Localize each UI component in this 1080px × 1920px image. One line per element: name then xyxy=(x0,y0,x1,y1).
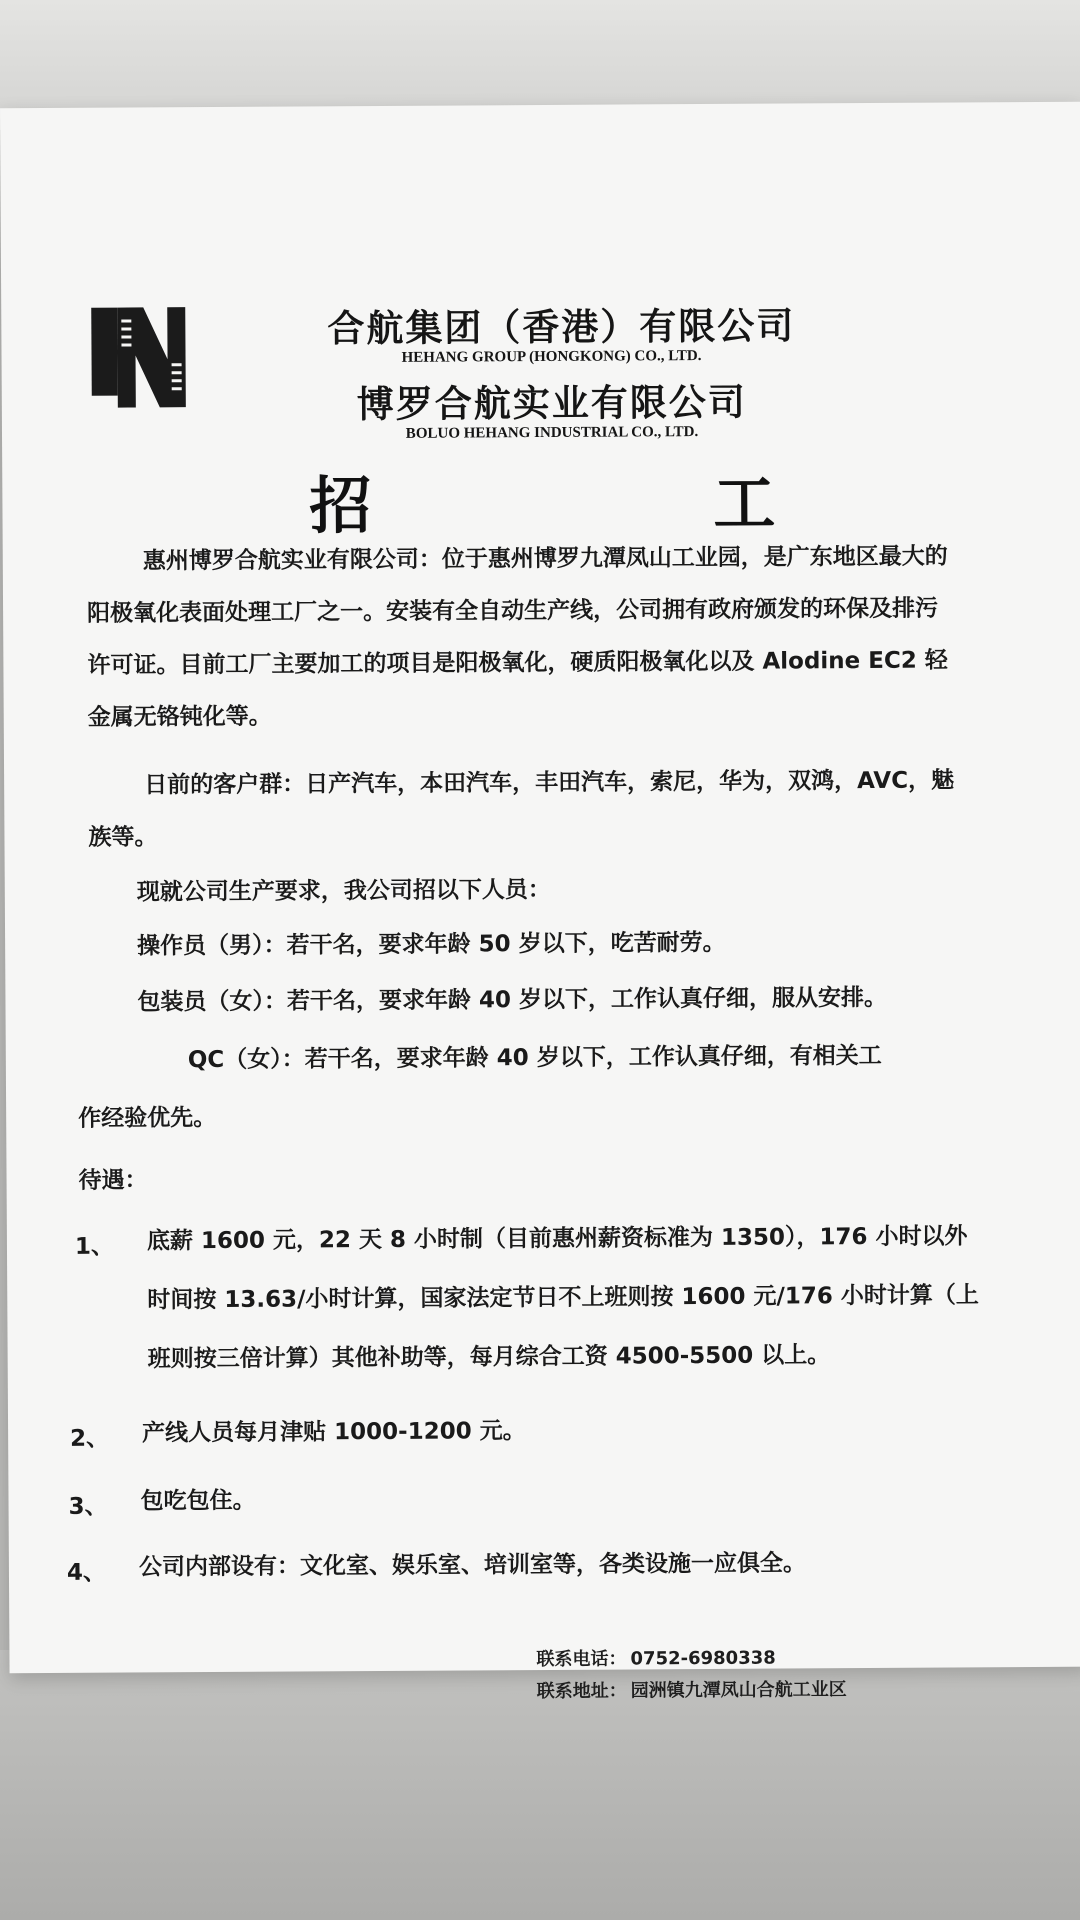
benefit-4-number: 4、 xyxy=(66,1559,107,1586)
company-name-en-1: HEHANG GROUP (HONGKONG) CO., LTD. xyxy=(401,348,702,366)
recruit-packer: 包装员（女）：若干名，要求年龄 40 岁以下，工作认真仔细，服从安排。 xyxy=(137,984,888,1016)
recruitment-notice-paper xyxy=(0,102,1080,1703)
customers-paragraph: 日前的客户群：日产汽车，本田汽车，丰田汽车，索尼，华为，双鸿，AVC，魅族等。 xyxy=(88,767,955,851)
recruit-qc-continued: 作经验优先。 xyxy=(78,1104,217,1132)
recruit-operator: 操作员（男）：若干名，要求年龄 50 岁以下，吃苦耐劳。 xyxy=(137,929,726,960)
intro-paragraph: 惠州博罗合航实业有限公司：位于惠州博罗九潭凤山工业园，是广东地区最大的阳极氧化表面处理工厂之一。安装有全自动生产线，公司拥有政府颁发的环保及排污许可证。目前工厂主要加工的项目是阳极氧化，硬质阳极氧化以及 Alodine EC2 轻金属无铬钝化等。 xyxy=(87,543,948,731)
benefit-3-text: 包吃包住。 xyxy=(140,1487,256,1515)
contact-phone-value: 0752-6980338 xyxy=(630,1647,776,1670)
recruit-intro: 现就公司生产要求，我公司招以下人员： xyxy=(136,876,551,906)
contact-address-value: 园洲镇九潭凤山合航工业区 xyxy=(630,1679,847,1702)
contact-phone xyxy=(536,1644,775,1671)
benefit-4-text: 公司内部设有：文化室、娱乐室、培训室等，各类设施一应俱全。 xyxy=(138,1550,806,1581)
contact-phone-label: 联系电话： xyxy=(536,1648,627,1671)
benefits-heading: 待遇： xyxy=(78,1167,148,1194)
notice-title: 招 工 xyxy=(309,465,916,543)
recruit-qc: QC（女）：若干名，要求年龄 40 岁以下，工作认真仔细，有相关工 xyxy=(187,1042,882,1074)
benefit-2-text: 产线人员每月津贴 1000-1200 元。 xyxy=(142,1418,526,1447)
benefit-2-number: 2、 xyxy=(70,1425,110,1452)
company-name-cn-2: 博罗合航实业有限公司 xyxy=(356,380,747,427)
contact-address xyxy=(537,1675,847,1703)
company-name-en-2: BOLUO HEHANG INDUSTRIAL CO., LTD. xyxy=(405,424,699,442)
company-name-cn-1: 合航集团（香港）有限公司 xyxy=(327,304,796,351)
benefit-1-number: 1、 xyxy=(74,1233,115,1260)
contact-address-label: 联系地址： xyxy=(536,1680,627,1703)
benefit-3-number: 3、 xyxy=(68,1493,108,1520)
benefit-1-text: 底薪 1600 元，22 天 8 小时制（目前惠州薪资标准为 1350），176 小时以外时间按 13.63/小时计算，国家法定节日不上班则按 1600 元/176 小时计算（上班则按三倍计算）其他补助等，每月综合工资 4500-5500 以上。 xyxy=(146,1223,979,1373)
